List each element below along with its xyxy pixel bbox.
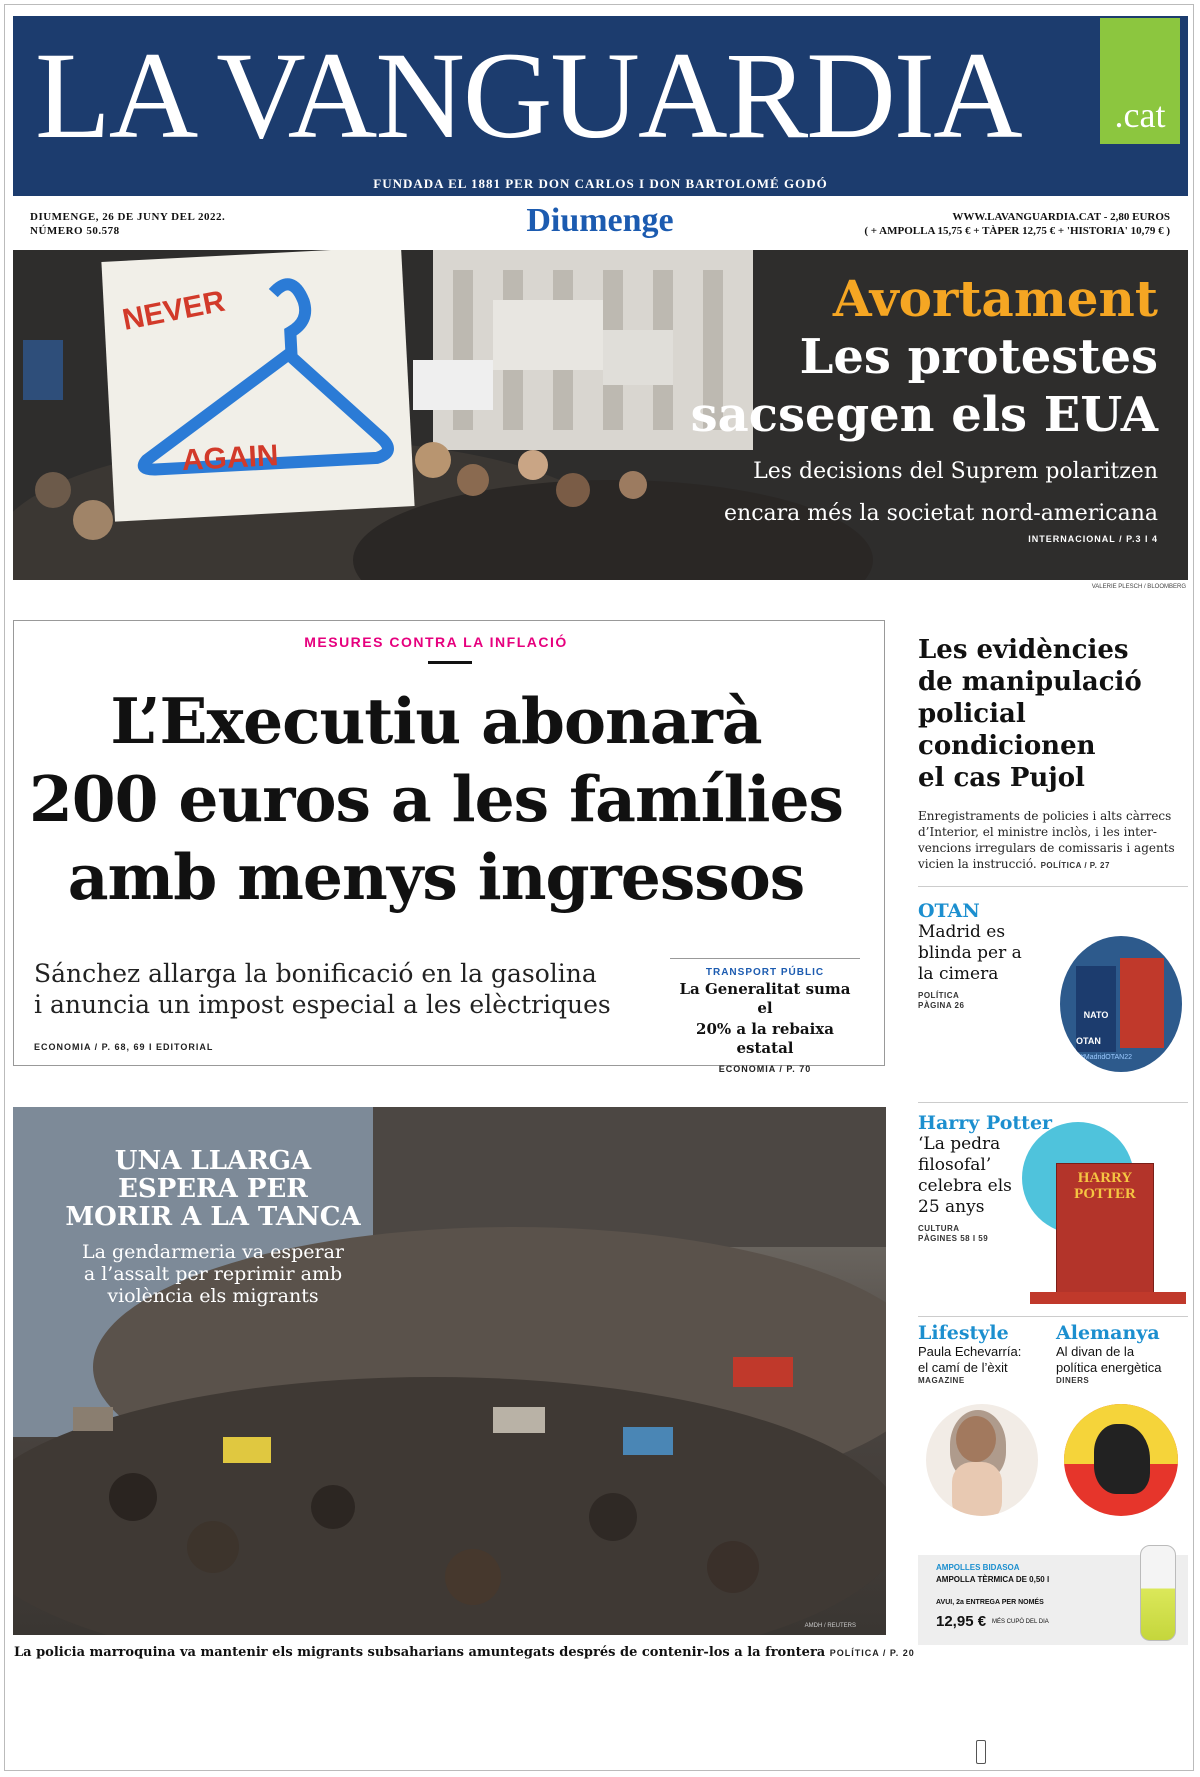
transport-section: ECONOMIA / P. 70 (718, 1064, 812, 1074)
migrants-sub-line3: violència els migrants (107, 1285, 319, 1307)
pujol-head-line4: el cas Pujol (918, 763, 1085, 793)
newspaper-title: LA VANGUARDIA (35, 27, 1021, 164)
ad-coupon: MÉS CUPÓ DEL DIA (992, 1619, 1049, 1625)
migrants-photo-credit: AMDH / REUTERS (804, 1623, 856, 1629)
hero-kicker: Avortament (832, 269, 1158, 328)
main-sub-line1: Sánchez allarga la bonificació en la gasolina (34, 959, 597, 988)
protest-sign (101, 250, 414, 522)
founded-line: FUNDADA EL 1881 PER DON CARLOS I DON BARTOLOMÉ GODÓ (373, 176, 828, 191)
divider (918, 886, 1188, 887)
pujol-body-line3: vencions irregulars de comissaris i agents (918, 841, 1175, 855)
migrants-headline-group (53, 1147, 373, 1307)
book-title-line1: HARRY (1077, 1170, 1133, 1186)
web-price: WWW.LAVANGUARDIA.CAT - 2,80 EUROS (952, 211, 1170, 223)
price-block (864, 210, 1170, 238)
alemanya-line2: política energètica (1056, 1360, 1162, 1375)
main-headline (20, 682, 852, 916)
main-subheadline (34, 958, 611, 1020)
hero-photo (13, 250, 1188, 580)
masthead (13, 16, 1188, 196)
main-kicker: MESURES CONTRA LA INFLACIÓ (304, 634, 568, 650)
book-title-line2: POTTER (1074, 1186, 1136, 1202)
alemanya-section: DINERS (1056, 1376, 1090, 1385)
sign-text-bottom: AGAIN (181, 439, 280, 478)
pujol-body (918, 808, 1188, 872)
migrants-head-line1: UNA LLARGA (114, 1146, 312, 1176)
potter-page: PÀGINES 58 I 59 (918, 1234, 989, 1243)
alemanya-line1: Al divan de la (1056, 1344, 1135, 1359)
migrants-photo (13, 1107, 886, 1635)
otan-page: PÀGINA 26 (918, 1001, 965, 1010)
barcode-mark (976, 1740, 986, 1764)
potter-kicker: Harry Potter (918, 1112, 1053, 1134)
edition-label: Diumenge (526, 202, 674, 239)
otan-line1: Madrid es (918, 922, 1006, 942)
pujol-body-line4: vicien la instrucció. (918, 857, 1037, 871)
pujol-head-line2: de manipulació (918, 667, 1142, 697)
migrants-sub-line1: La gendarmeria va esperar (82, 1241, 344, 1263)
main-headline-line1: L’Executiu abonarà (110, 684, 762, 758)
pujol-story (918, 634, 1188, 872)
issue-date: DIUMENGE, 26 DE JUNY DEL 2022. (30, 211, 226, 223)
divider (918, 1316, 1188, 1317)
book-stack (1030, 1292, 1186, 1304)
otan-section: POLÍTICA (918, 991, 960, 1000)
lifestyle-photo (926, 1404, 1038, 1516)
hero-title-line1: Les protestes (799, 329, 1158, 385)
lifestyle-kicker: Lifestyle (918, 1322, 1009, 1344)
otan-line3: la cimera (918, 964, 999, 984)
hero-title-line2: sacsegen els EUA (690, 387, 1158, 443)
otan-badge-tag: #MadridOTAN22 (1080, 1054, 1133, 1061)
potter-section: CULTURA (918, 1224, 960, 1233)
migrants-caption-text: La policia marroquina va mantenir els migrants subsaharians amuntegats després de contenir-los a la frontera (14, 1645, 826, 1660)
ad-product: AMPOLLA TÈRMICA DE 0,50 l (936, 1575, 1050, 1584)
hero-subtitle-line1: Les decisions del Suprem polaritzen (753, 459, 1158, 484)
ad-delivery: AVUI, 2a ENTREGA PER NOMÉS (936, 1599, 1044, 1606)
price-extras: ( + AMPOLLA 15,75 € + TÀPER 12,75 € + 'HISTORIA' 10,79 € ) (864, 225, 1170, 237)
potter-line1: ‘La pedra filosofal’ (918, 1134, 1001, 1175)
migrants-caption-section: POLÍTICA / P. 20 (829, 1648, 915, 1658)
potter-story (918, 1112, 1068, 1244)
transport-box (670, 958, 860, 1074)
migrants-head-line2: ESPERA PER (118, 1174, 308, 1204)
domain-badge: .cat (1100, 18, 1180, 144)
lifestyle-line2: el camí de l’èxit (918, 1360, 1008, 1375)
transport-line1: La Generalitat suma el (679, 980, 851, 1017)
otan-line2: blinda per a (918, 943, 1022, 963)
bottle-icon (1140, 1545, 1176, 1641)
alemanya-story (1056, 1322, 1184, 1386)
alemanya-illustration (1064, 1404, 1178, 1516)
sign-text-top: NEVER (119, 284, 228, 337)
pujol-section: POLÍTICA / P. 27 (1040, 861, 1110, 870)
otan-kicker: OTAN (918, 900, 980, 922)
transport-kicker: TRANSPORT PÚBLIC (705, 967, 825, 978)
pujol-body-line1: Enregistraments de policies i alts càrrecs (918, 809, 1172, 823)
otan-badge-photo (1060, 936, 1182, 1072)
main-headline-line3: amb menys ingressos (67, 840, 805, 914)
divider (918, 1102, 1188, 1103)
main-section-ref: ECONOMIA / P. 68, 69 I EDITORIAL (34, 1042, 214, 1052)
main-headline-line2: 200 euros a les famílies (28, 762, 844, 836)
migrants-sub-line2: a l’assalt per reprimir amb (83, 1263, 343, 1285)
potter-line3: 25 anys (918, 1197, 985, 1217)
potter-line2: celebra els (918, 1176, 1012, 1196)
lifestyle-story (918, 1322, 1046, 1386)
hero-subtitle-line2: encara més la societat nord-americana (724, 501, 1158, 526)
migrants-caption (14, 1645, 915, 1660)
otan-badge-otan: OTAN (1076, 1036, 1101, 1046)
hero-headline-group (691, 270, 1158, 544)
ad-brand: AMPOLLES BIDASOA (936, 1563, 1020, 1572)
lifestyle-line1: Paula Echevarría: (918, 1344, 1022, 1359)
ad-price: 12,95 € (936, 1613, 987, 1630)
bottle-ad[interactable] (918, 1555, 1188, 1645)
pujol-body-line2: d’Interior, el ministre inclòs, i les inter- (918, 825, 1157, 839)
kicker-rule (428, 661, 472, 664)
main-sub-line2: i anuncia un impost especial a les elèctriques (34, 990, 611, 1019)
migrants-head-line3: MORIR A LA TANCA (65, 1202, 361, 1232)
lifestyle-section: MAGAZINE (918, 1376, 965, 1385)
hero-section-ref: INTERNACIONAL / P.3 I 4 (1028, 534, 1158, 544)
transport-line2: 20% a la rebaixa estatal (696, 1020, 834, 1057)
otan-story (918, 900, 1068, 1011)
otan-badge-nato: NATO (1076, 966, 1116, 1052)
hanger-icon (101, 250, 414, 522)
alemanya-kicker: Alemanya (1056, 1322, 1160, 1344)
potter-book-cover (1056, 1163, 1154, 1293)
issue-number: NÚMERO 50.578 (30, 225, 120, 237)
pujol-head-line3: policial condicionen (918, 699, 1096, 761)
hero-photo-credit: VALERIE PLESCH / BLOOMBERG (1091, 584, 1186, 590)
pujol-head-line1: Les evidències (918, 635, 1129, 665)
